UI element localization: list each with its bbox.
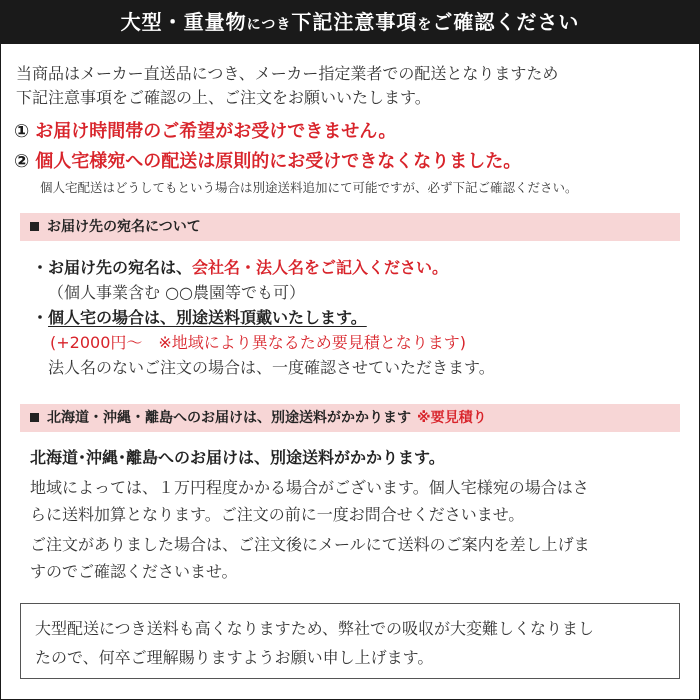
address-item-2-underlined: 個人宅の場合は、別途送料頂戴いたします。: [48, 308, 367, 327]
address-item-2-note: 法人名のないご注文の場合は、一度確認させていただきます。: [48, 358, 495, 377]
address-item-1-emphasis: 会社名・法人名をご記入ください。: [192, 258, 449, 277]
section-2-heading-estimate: ※要見積り: [417, 410, 487, 426]
section-2-heading-bar: [20, 404, 680, 432]
section-2-heading: 北海道・沖縄・離島へのお届けは、別途送料がかかります: [47, 410, 411, 426]
apology-line-1: 大型配送につき送料も高くなりますため、弊社での吸収が大変難しくなりまし: [35, 619, 595, 638]
header-title-particle: を: [417, 17, 433, 33]
square-bullet-icon: [30, 222, 39, 231]
address-item-2-price: (+2000円〜 ※地域により異なるため要見積となります): [50, 333, 467, 352]
apology-box: [20, 603, 680, 679]
header-title-connector: につき: [246, 17, 292, 33]
intro-line-1: 当商品はメーカー直送品につき、メーカー指定業者での配送となりますため: [16, 64, 559, 83]
warning-2-text: 個人宅様宛への配送は原則的にお受けできなくなりました。: [35, 151, 522, 172]
remote-delivery-lead: 北海道･沖縄･離島へのお届けは、別途送料がかかります。: [30, 448, 445, 467]
section-1-heading: お届け先の宛名について: [47, 219, 201, 235]
warning-2: [14, 147, 521, 173]
address-item-1-prefix: ・お届け先の宛名は、: [32, 258, 193, 277]
square-bullet-icon: [30, 413, 39, 422]
header-banner: [0, 0, 700, 44]
warning-1-number: ①: [14, 121, 30, 142]
address-item-2-prefix: ・: [32, 308, 49, 327]
header-title-notice: 下記注意事項: [291, 10, 418, 34]
remote-delivery-body-3: ご注文がありました場合は、ご注文後にメールにて送料のご案内を差し上げま: [30, 535, 590, 554]
warning-2-number: ②: [14, 151, 30, 172]
remote-delivery-body-1: 地域によっては、１万円程度かかる場合がございます。個人宅様宛の場合はさ: [30, 478, 589, 497]
address-item-1-sub: （個人事業含む ○○農園等でも可）: [48, 283, 306, 302]
warning-1: [14, 117, 396, 143]
warning-1-text: お届け時間帯のご希望がお受けできません。: [35, 121, 397, 142]
remote-delivery-body-2: らに送料加算となります。ご注文の前に一度お問合せくださいませ。: [30, 505, 525, 524]
header-title-main: 大型・重量物: [120, 10, 247, 34]
intro-line-2: 下記注意事項をご確認の上、ご注文をお願いいたします。: [16, 88, 431, 107]
warning-note: 個人宅配送はどうしてもという場合は別途送料追加にて可能ですが、必ず下記ご確認ください。: [40, 180, 578, 195]
address-item-1: [32, 255, 448, 278]
header-title-confirm: ご確認ください: [432, 10, 580, 34]
remote-delivery-body-4: すのでご確認くださいませ。: [30, 562, 238, 581]
apology-line-2: たので、何卒ご理解賜りますようお願い申し上げます。: [35, 648, 434, 667]
section-1-heading-bar: [20, 213, 680, 241]
address-item-2: [32, 305, 367, 328]
